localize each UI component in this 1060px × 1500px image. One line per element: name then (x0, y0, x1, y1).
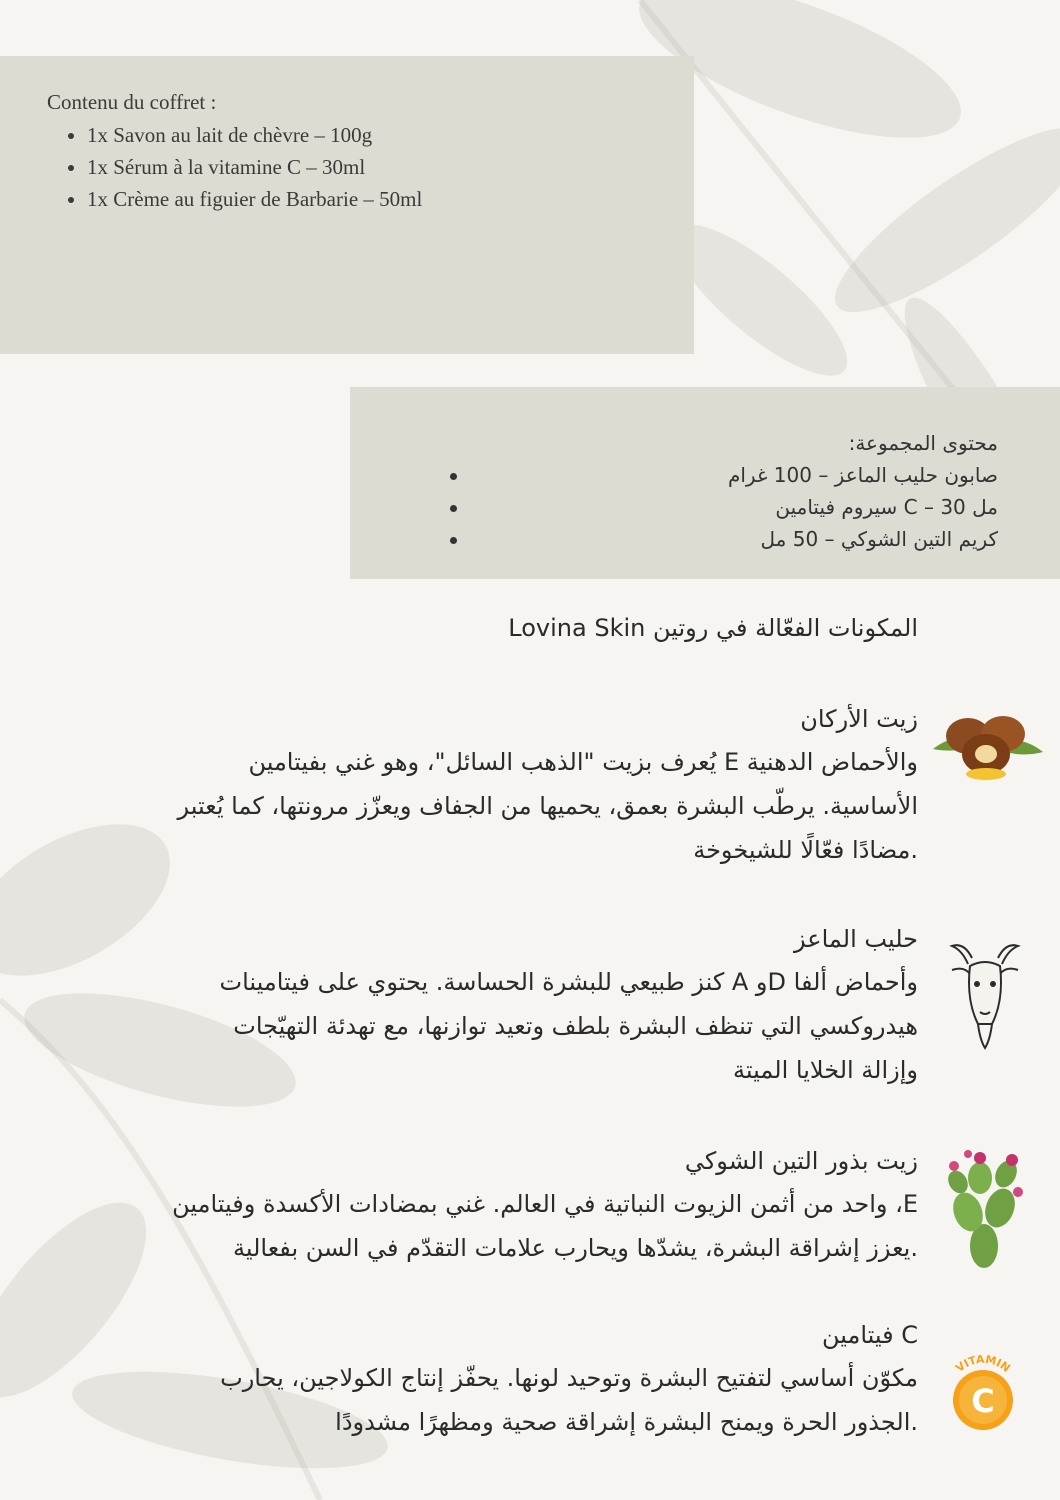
vitamin-badge-letter: C (971, 1382, 995, 1420)
description-line: هيدروكسي التي تنظف البشرة بلطف وتعيد توازنها، مع تهدئة التهيّجات (233, 1012, 918, 1040)
bullet-dot (450, 537, 457, 544)
description-line: E، واحد من أثمن الزيوت النباتية في العالم. غني بمضادات الأكسدة وفيتامين (172, 1190, 918, 1218)
ingredient-prickly-pear-oil (172, 1146, 918, 1270)
description-line: مكوّن أساسي لتفتيح البشرة وتوحيد لونها. يحفّز إنتاج الكولاجين، يحارب (220, 1364, 918, 1392)
prickly-pear-cactus-icon (944, 1142, 1026, 1272)
ingredient-name: C فيتامين (821, 1321, 918, 1349)
ingredient-vitamin-c (220, 1320, 918, 1444)
ingredient-name: زيت بذور التين الشوكي (684, 1147, 918, 1175)
ingredient-name: حليب الماعز (794, 925, 918, 953)
list-item: • 1x Sérum à la vitamine C – 30ml (87, 151, 422, 183)
description-line: وأحماض ألفا Dو A كنز طبيعي للبشرة الحساسة. يحتوي على فيتامينات (219, 968, 918, 996)
ingredient-description (220, 1356, 918, 1444)
french-contents-box (0, 56, 694, 354)
list-item: • 1x Crème au figuier de Barbarie – 50ml (87, 183, 422, 215)
list-item: صابون حليب الماعز – 100 غرام (727, 463, 998, 487)
description-line: وإزالة الخلايا الميتة (733, 1056, 918, 1084)
vitamin-badge-word: VITAMIN (953, 1352, 1013, 1375)
ingredient-goat-milk (219, 924, 918, 1092)
vitamin-c-icon (940, 1350, 1026, 1436)
bullet-dot (450, 473, 457, 480)
description-line: والأحماض الدهنية E يُعرف بزيت "الذهب السائل"، وهو غني بفيتامين (248, 748, 918, 776)
list-item: مل 30 – C سيروم فيتامين (775, 495, 998, 519)
description-line: الأساسية. يرطّب البشرة بعمق، يحميها من الجفاف ويعزّز مرونتها، كما يُعتبر (177, 792, 918, 820)
ingredient-name: زيت الأركان (800, 705, 918, 733)
list-item: كريم التين الشوكي – 50 مل (760, 527, 998, 551)
ingredient-description (178, 740, 918, 872)
ingredient-description (172, 1182, 918, 1270)
arabic-contents-box (350, 387, 1060, 579)
list-item: • 1x Savon au lait de chèvre – 100g (87, 119, 422, 151)
arabic-contents-heading: محتوى المجموعة: (848, 431, 998, 455)
bullet-dot (450, 505, 457, 512)
goat-icon (944, 940, 1026, 1052)
ingredient-argan-oil (178, 704, 918, 872)
french-contents-list (47, 119, 422, 215)
ingredient-description (219, 960, 918, 1092)
description-line: .الجذور الحرة ويمنح البشرة إشراقة صحية ومظهرًا مشدودًا (335, 1408, 918, 1436)
argan-nut-icon (928, 704, 1048, 784)
description-line: .مضادًا فعّالًا للشيخوخة (693, 836, 918, 864)
description-line: .يعزز إشراقة البشرة، يشدّها ويحارب علامات التقدّم في السن بفعالية (232, 1234, 918, 1262)
french-contents-heading: Contenu du coffret : (47, 90, 217, 114)
section-title: المكونات الفعّالة في روتين Lovina Skin (508, 614, 918, 642)
